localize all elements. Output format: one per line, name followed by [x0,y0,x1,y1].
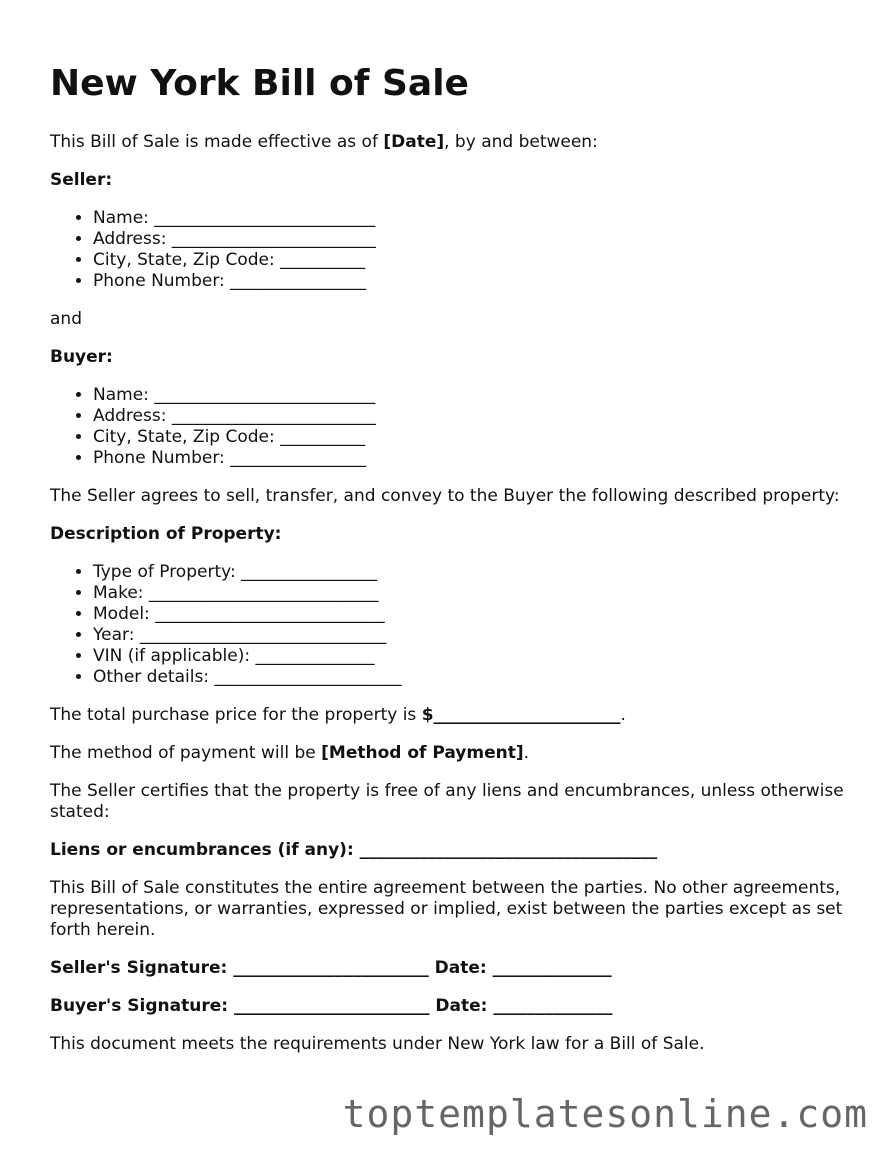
closing-paragraph: This document meets the requirements under New York law for a Bill of Sale. [50,1034,705,1054]
buyer-signature-line [50,996,850,1017]
price-after: . [620,705,626,725]
price-amount: $______________________ [421,705,621,725]
document-title: New York Bill of Sale [50,63,469,104]
entire-agreement-paragraph: This Bill of Sale constitutes the entire agreement between the parties. No other agreements, representations, or warranties, expressed or implied, exist between the parties except as set forth herein. [50,878,843,940]
intro-paragraph [50,132,850,153]
seller-name-field: • Name: __________________________ [93,208,850,229]
property-type-field: • Type of Property: ________________ [93,562,850,583]
document-page [50,60,850,1072]
seller-address-field: • Address: ________________________ [93,229,850,250]
property-other-field: • Other details: ______________________ [93,667,850,688]
payment-method: [Method of Payment] [321,743,524,763]
property-vin-field: • VIN (if applicable): ______________ [93,646,850,667]
payment-after: . [523,743,530,763]
property-make-field: • Make: ___________________________ [93,583,850,604]
seller-list [50,208,850,292]
property-heading [50,524,850,545]
intro-before: This Bill of Sale is made effective as of [50,132,384,152]
and-text: and [50,309,82,329]
payment-paragraph [50,743,850,764]
seller-heading [50,170,850,191]
seller-signature-line [50,958,850,979]
property-model-field: • Model: ___________________________ [93,604,850,625]
property-heading-text: Description of Property: [50,524,282,544]
buyer-city-field: • City, State, Zip Code: __________ [93,427,850,448]
liens-certification: The Seller certifies that the property is free of any liens and encumbrances, unless otherwise stated: [50,781,844,822]
seller-heading-text: Seller: [50,170,113,190]
date-placeholder: [Date] [383,132,445,152]
property-year-field: • Year: _____________________________ [93,625,850,646]
buyer-heading-text: Buyer: [50,347,113,367]
price-paragraph [50,705,850,726]
buyer-heading [50,347,850,368]
buyer-phone-field: • Phone Number: ________________ [93,448,850,469]
seller-phone-field: • Phone Number: ________________ [93,271,850,292]
payment-before: The method of payment will be [50,743,322,763]
buyer-name-field: • Name: __________________________ [93,385,850,406]
liens-line [50,840,850,861]
seller-city-field: • City, State, Zip Code: __________ [93,250,850,271]
seller-signature-text: Seller's Signature: _______________________ Date: ______________ [50,958,612,978]
intro-after: , by and between: [444,132,598,152]
liens-line-text: Liens or encumbrances (if any): ___________________________________ [50,840,658,860]
buyer-address-field: • Address: ________________________ [93,406,850,427]
watermark: toptemplatesonline.com [342,1092,868,1136]
price-before: The total purchase price for the property is [50,705,422,725]
buyer-list [50,385,850,469]
property-list [50,562,850,688]
buyer-signature-text: Buyer's Signature: _______________________ Date: ______________ [50,996,613,1016]
transfer-paragraph: The Seller agrees to sell, transfer, and convey to the Buyer the following described property: [50,486,840,506]
